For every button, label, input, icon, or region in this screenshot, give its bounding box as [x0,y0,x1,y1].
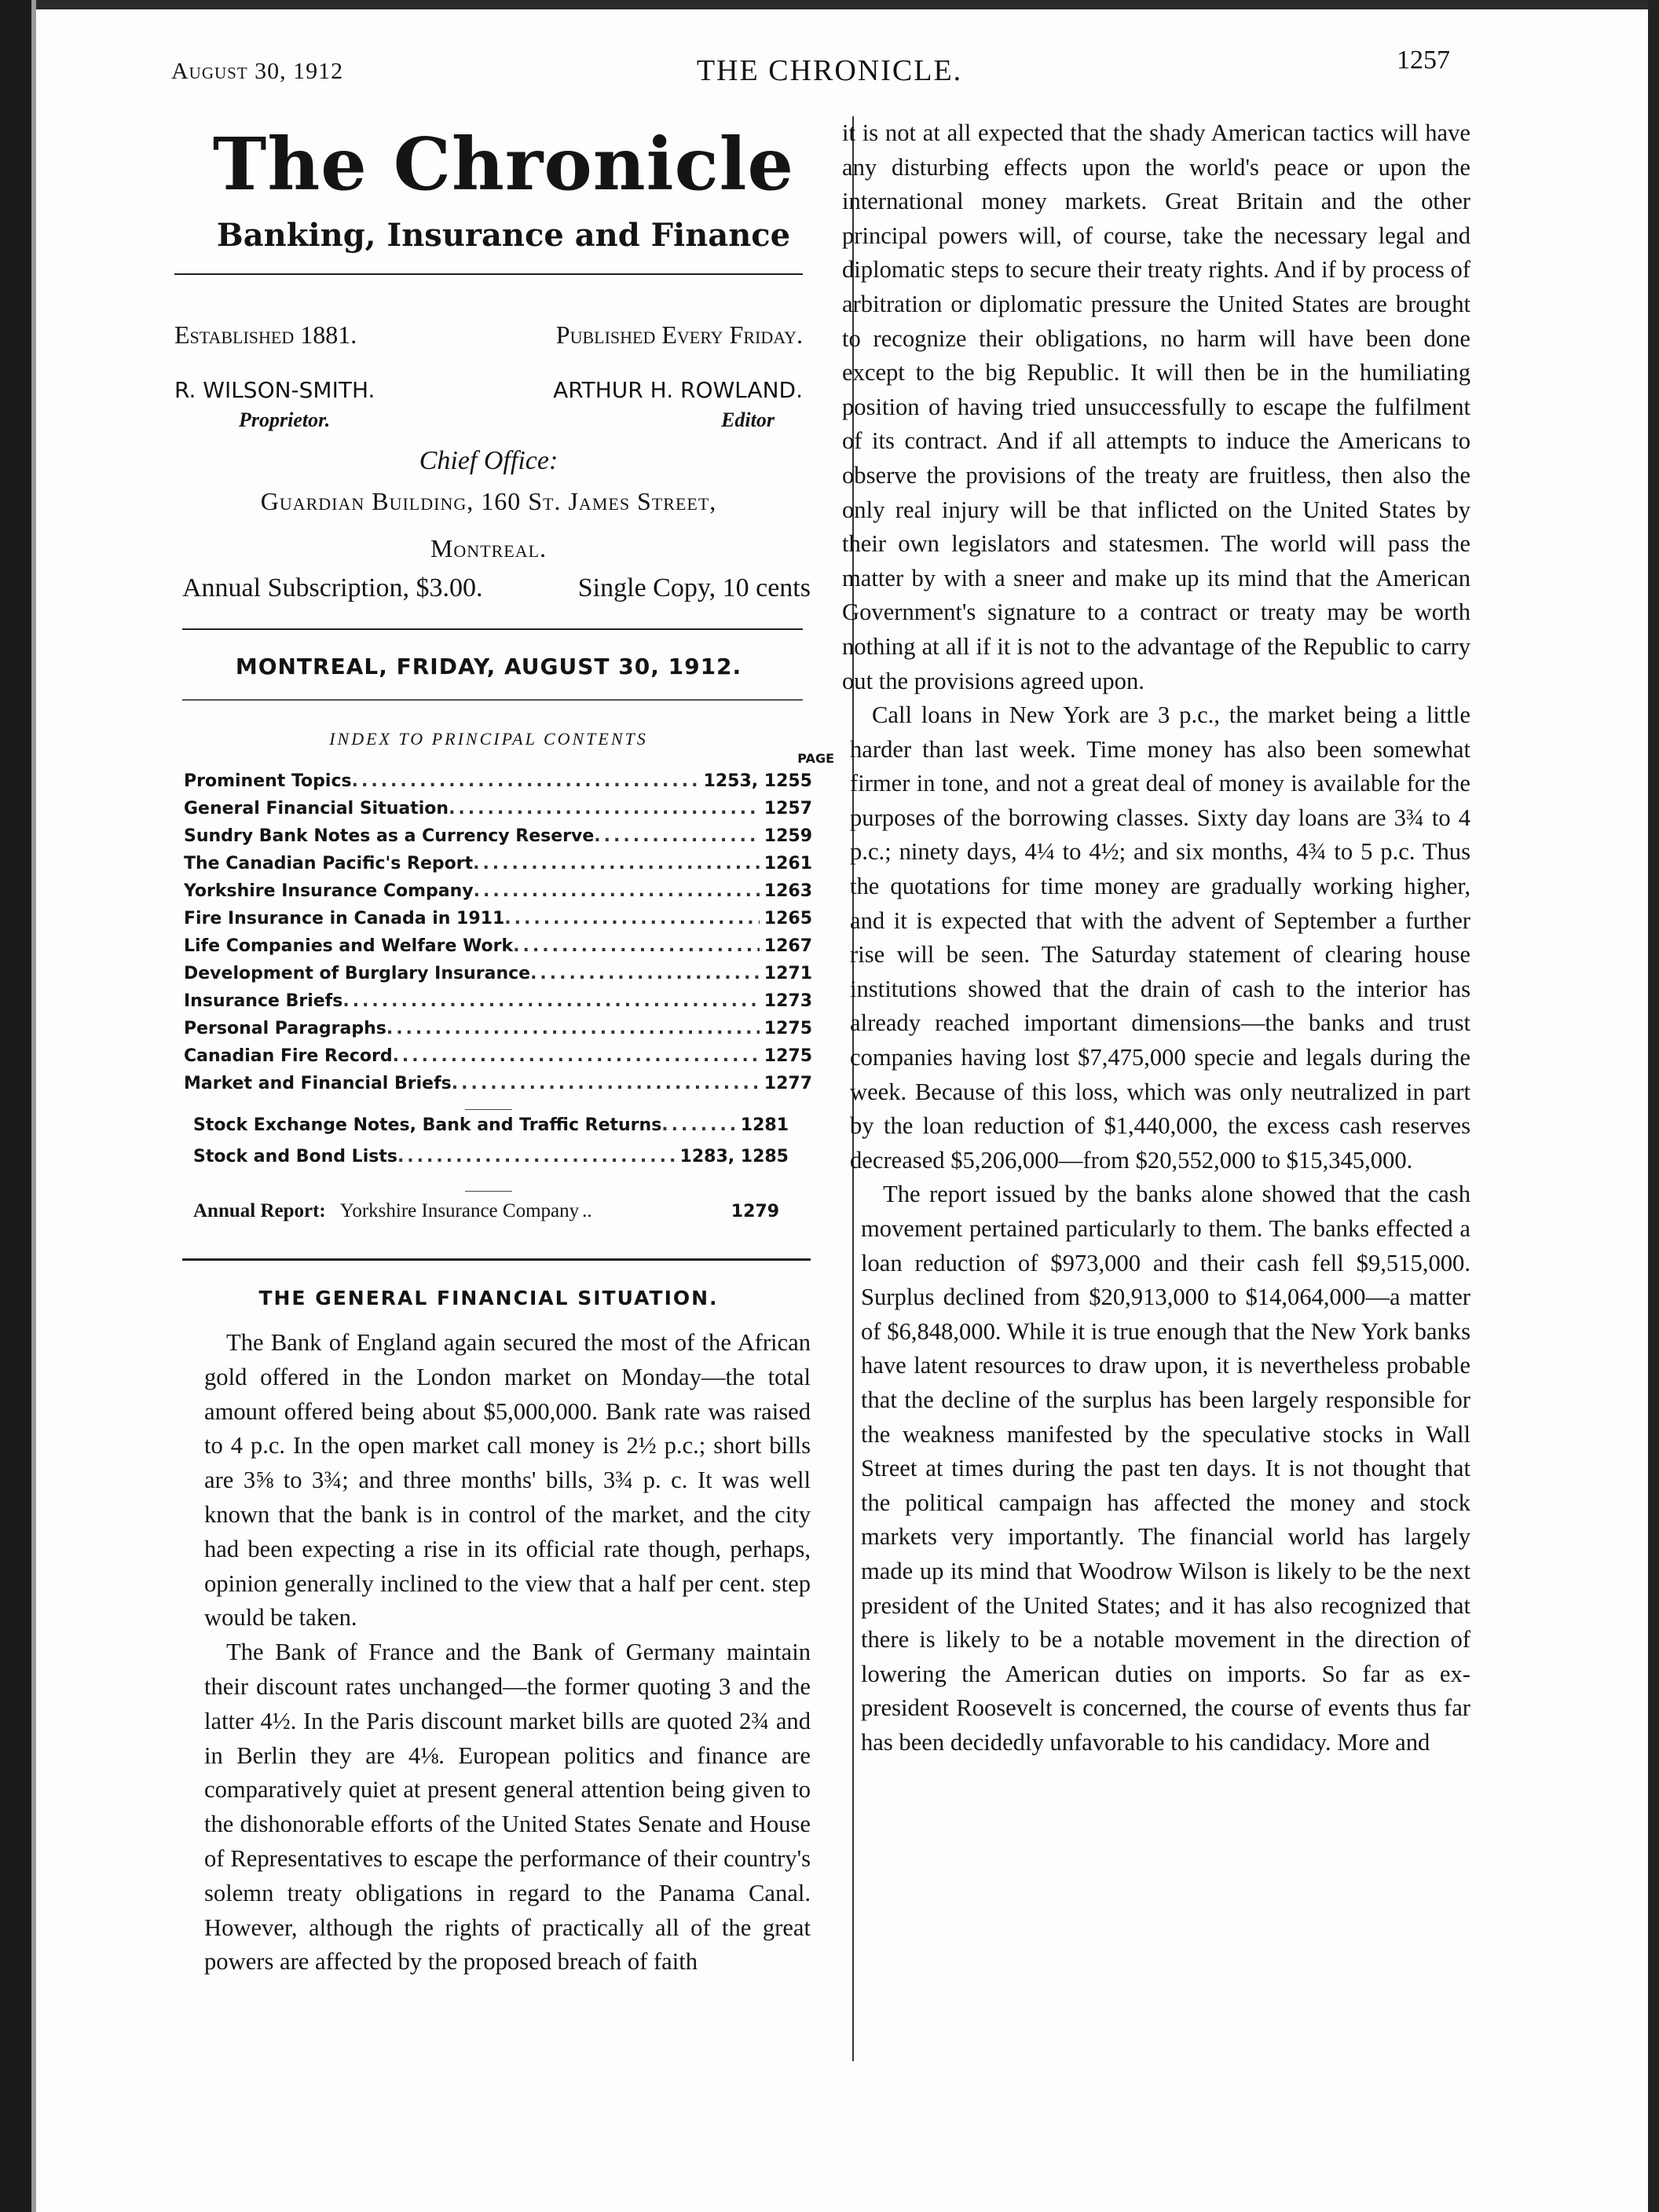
dateline-rule [182,699,803,701]
index-entry-label: Stock and Bond Lists [193,1147,397,1166]
chief-office-label: Chief Office: [419,446,558,475]
office-address: Guardian Building, 160 St. James Street, [260,487,717,515]
index-entry-page: 1259 [764,826,812,846]
running-head [0,41,1659,88]
article-paragraph: The report issued by the banks alone showed that the cash movement pertained particularly to them. The banks effected a loan reduction of $973,000 and their cash fell $9,515,000. Surplus declined from $20,913,000 to $14,064,000—a matter of $6,848,000. While it is true enough that the New York banks have latent resources to draw upon, it is nevertheless probable that the decline of the surplus has been largely responsible for the weakness manifested by the speculative stocks in Wall Street at times during the past ten days. It is not thought that the political campaign has affected the money and stock markets very importantly. The financial world has largely made up its mind that Woodrow Wilson is likely to be the next president of the United States; and it has also recognized that there is likely to be a notable movement in the direction of lowering the American duties on imports. So far as ex-president Roosevelt is concerned, the course of events thus far has been decidedly unfavorable to his candidacy. More and [861,1181,1470,1756]
index-entry [184,1019,812,1046]
article-left-body [204,1326,811,1979]
editor-name: ARTHUR H. ROWLAND. [553,377,803,403]
index-entry [184,826,812,854]
index-leader-dots [397,1147,676,1166]
index-entry-label: Insurance Briefs [184,991,343,1011]
article-paragraph: The Bank of France and the Bank of Germany maintain their discount rates unchanged—the former quoting 3 and the latter 4½. In the Paris discount market bills are quoted 2¾ and in Berlin they are 4⅛. European politics and finance are comparatively quiet at present general attention being given to the dishonorable efforts of the United States Senate and House of Representatives to escape the performance of their country's solemn treaty obligations in regard to the Panama Canal. However, although the rights of practically all of the great powers are affected by the proposed breach of faith [204,1639,811,1976]
index-bottom-rule [182,1258,811,1261]
index-entry-label: Canadian Fire Record [184,1046,393,1066]
index-heading: INDEX TO PRINCIPAL CONTENTS [329,729,648,749]
index-entry-page: 1267 [764,936,812,956]
annual-report-row: Annual Report: Yorkshire Insurance Company .. 1279 [193,1200,814,1228]
index-leader-dots [449,799,760,819]
index-entry-page: 1271 [764,964,812,983]
index-entry [184,799,812,826]
index-entry-label: The Canadian Pacific's Report [184,854,474,873]
index-entry [184,771,812,799]
masthead-subtitle: Banking, Insurance and Finance [216,217,791,254]
index-entry [184,1074,812,1101]
published-text: Published Every Friday. [555,320,803,349]
index-entry-label: Life Companies and Welfare Work [184,936,514,956]
index-entry-page: 1283, 1285 [679,1147,789,1166]
index-leader-dots [661,1115,735,1135]
index-entry-page: 1281 [740,1115,789,1135]
index-divider-2 [465,1191,512,1192]
single-copy: Single Copy, 10 cents [577,573,811,602]
page-number: 1257 [1397,46,1450,75]
index-entry-label: Sundry Bank Notes as a Currency Reserve [184,826,595,846]
index-entry [184,854,812,881]
index-entry-page: 1257 [764,799,812,819]
article-paragraph: it is not at all expected that the shady American tactics will have any disturbing effects upon the world's peace or upon the international money markets. Great Britain and the other principal powers will, of course, take the necessary legal and diplomatic steps to secure their treaty rights. And if by process of arbitration or diplomatic pressure the United States are brought to recognize their obligations, no harm will have been done except to the big Republic. It will then be in the humiliating position of having tried unsuccessfully to escape the fulfilment of its contract. And if all attempts to induce the Americans to observe the provisions of the treaty are fruitless, then also the only real injury will be that inflicted on the United States by their own legislators and statesmen. The world will pass the matter by with a sneer and make up its mind that the American Government's signature to a contract or treaty may be worth nothing at all if it is not to the advantage of the Republic to carry out the provisions agreed upon. [842,119,1470,694]
article-title: THE GENERAL FINANCIAL SITUATION. [258,1287,719,1309]
index-entry [193,1115,814,1147]
index-entry-label: Development of Burglary Insurance [184,964,531,983]
masthead-title: The Chronicle [212,122,795,207]
index-leader-dots [352,771,699,791]
index-leader-dots [342,991,759,1011]
index-list [184,771,812,1101]
index-entry-label: Prominent Topics [184,771,352,791]
subscription-rule [182,628,803,630]
left-column [174,118,834,1976]
index-entry-page: 1275 [764,1019,812,1038]
index-leader-dots [530,964,760,983]
index-leader-dots [594,826,759,846]
index-entry-page: 1261 [764,854,812,873]
editor-role: Editor [721,408,775,431]
index-leader-dots [474,881,760,901]
proprietor-role: Proprietor. [239,408,331,431]
index-entry-label: Personal Paragraphs [184,1019,386,1038]
index-entry [184,909,812,936]
annual-report-page: 1279 [731,1202,779,1221]
index-leader-dots [513,936,760,956]
index-entry-page: 1277 [764,1074,812,1093]
annual-subscription: Annual Subscription, $3.00. [182,573,483,602]
index-entry-page: 1273 [764,991,812,1011]
index-entry-page: 1275 [764,1046,812,1066]
article-right-body [842,116,1470,1760]
office-city: Montreal. [430,534,548,562]
index-entry-label: Yorkshire Insurance Company [184,881,474,901]
established-row [174,320,803,350]
masthead-rule [174,273,803,275]
index-entry [184,991,812,1019]
index-leader-dots [386,1019,760,1038]
annual-report-label: Annual Report: [193,1200,326,1221]
index-page-label: PAGE [797,751,834,766]
scan-edge-shadow [31,0,36,2212]
index-entry [184,936,812,964]
article-paragraph: The Bank of England again secured the most of the African gold offered in the London market on Monday—the total amount offered being about $5,000,000. Bank rate was raised to 4 p.c. In the open market call money is 2½ p.c.; short bills are 3⅝ to 3¾; and three months' bills, 3¾ p. c. It was well known that the bank is in control of the market, and the city had been expecting a rise in its official rate though, perhaps, opinion generally inclined to the view that a half per cent. step would be taken. [204,1329,811,1632]
scan-edge-right [1648,0,1659,2212]
index-entry-label: Stock Exchange Notes, Bank and Traffic Returns [193,1115,662,1135]
established-text: Established 1881. [174,320,357,349]
article-paragraph: Call loans in New York are 3 p.c., the market being a little harder than last week. Time money has also been somewhat firmer in tone, and not a great deal of money is available for the purposes of the borrowing classes. Sixty day loans are 3¾ to 4 p.c.; ninety days, 4¼ to 4½; and six months, 4¾ to 5 p.c. Thus the quotations for time money are gradually working higher, and it is expected that with the advent of September a further rise will be seen. The Saturday statement of clearing house institutions showed that the drain of cash to the interior has already reached important dimensions—the banks and trust companies having lost $7,475,000 specie and legals during the week. Because of this loss, which was only neutralized in part by the loan reduction of $1,440,000, the excess cash reserves decreased $5,206,000—from $20,552,000 to $15,345,000. [850,701,1470,1174]
index-entry [184,964,812,991]
index-leader-dots [393,1046,760,1066]
index-entry [193,1147,814,1178]
index-entry [184,881,812,909]
running-head-title: THE CHRONICLE. [696,54,963,87]
subscription-row [182,573,811,603]
index-entry-label: Fire Insurance in Canada in 1911 [184,909,505,928]
index-entry-page: 1263 [764,881,812,901]
index-entry-page: 1253, 1255 [703,771,812,791]
index-leader-dots [504,909,759,928]
scan-edge-left [0,0,31,2212]
index-entry-label: Market and Financial Briefs [184,1074,452,1093]
index-leader-dots [473,854,760,873]
dateline: MONTREAL, FRIDAY, AUGUST 30, 1912. [235,654,742,679]
running-head-date: August 30, 1912 [171,58,344,84]
proprietor-name: R. WILSON-SMITH. [174,377,375,403]
annual-report-company: Yorkshire Insurance Company [339,1200,580,1221]
index-entry-label: General Financial Situation [184,799,449,819]
index-entry [184,1046,812,1074]
scan-edge-top [0,0,1659,9]
index-extra-list [193,1115,814,1178]
index-entry-page: 1265 [764,909,812,928]
index-divider [465,1109,512,1110]
masthead [174,121,833,258]
index-leader-dots [452,1074,760,1093]
